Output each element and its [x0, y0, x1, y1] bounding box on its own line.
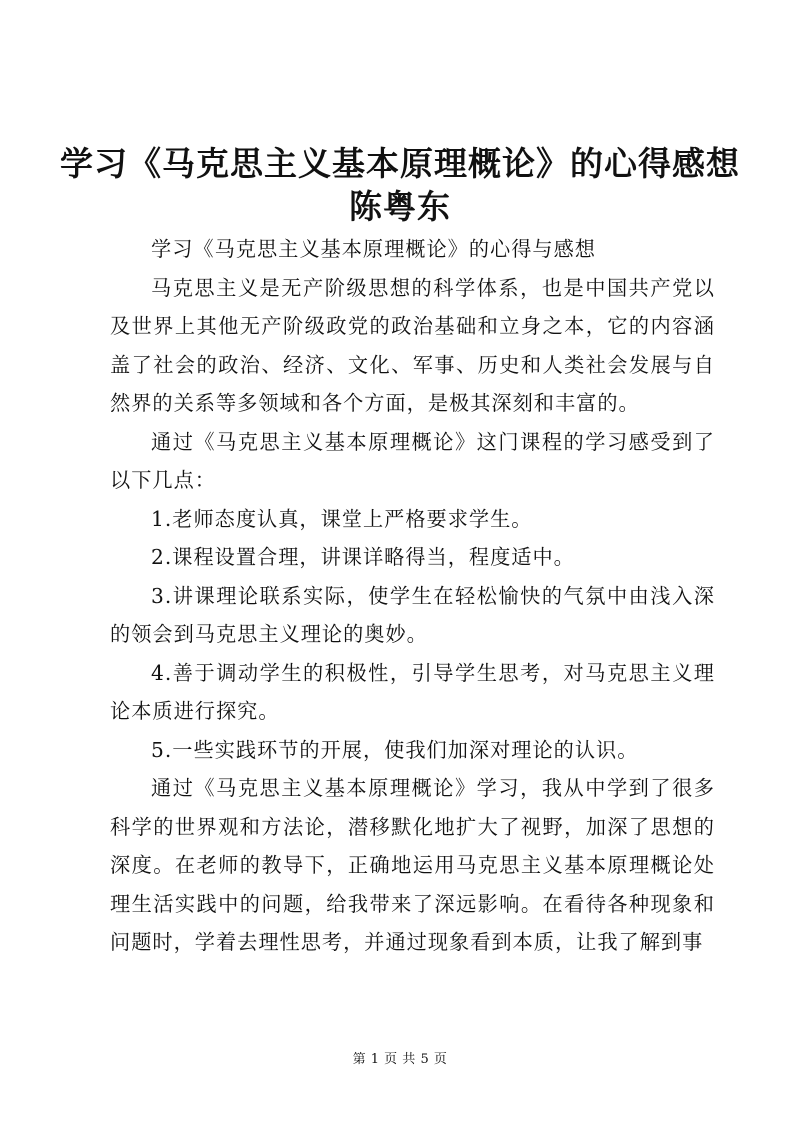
document-body: [110, 230, 715, 962]
list-item-4: 4.善于调动学生的积极性，引导学生思考，对马克思主义理论本质进行探究。: [110, 660, 715, 723]
list-item-3: 3.讲课理论联系实际，使学生在轻松愉快的气氛中由浅入深的领会到马克思主义理论的奥妙。: [110, 583, 715, 646]
document-author: 陈粤东: [349, 187, 451, 226]
paragraph-reflection: 通过《马克思主义基本原理概论》学习，我从中学到了很多科学的世界观和方法论，潜移默化地扩大了视野，加深了思想的深度。在老师的教导下，正确地运用马克思主义基本原理概论处理生活实践中的问题，给我带来了深远影响。在看待各种现象和问题时，学着去理性思考，并通过现象看到本质，让我了解到事: [110, 776, 715, 954]
paragraph-subtitle: 学习《马克思主义基本原理概论》的心得与感想: [151, 237, 596, 261]
paragraph-course-points-intro: 通过《马克思主义基本原理概论》这门课程的学习感受到了以下几点：: [110, 429, 715, 492]
list-item-5: 5.一些实践环节的开展，使我们加深对理论的认识。: [151, 737, 639, 762]
paragraph-intro: 马克思主义是无产阶级思想的科学体系，也是中国共产党以及世界上其他无产阶级政党的政治基础和立身之本，它的内容涵盖了社会的政治、经济、文化、军事、历史和人类社会发展与自然界的关系等多领域和各个方面，是极其深刻和丰富的。: [110, 275, 715, 415]
document-title: 学习《马克思主义基本原理概论》的心得感想: [60, 144, 740, 183]
list-item-1: 1.老师态度认真，课堂上严格要求学生。: [151, 506, 533, 531]
page-footer: 第 1 页 共 5 页: [352, 1052, 448, 1067]
list-item-2: 2.课程设置合理，讲课详略得当，程度适中。: [151, 545, 575, 569]
